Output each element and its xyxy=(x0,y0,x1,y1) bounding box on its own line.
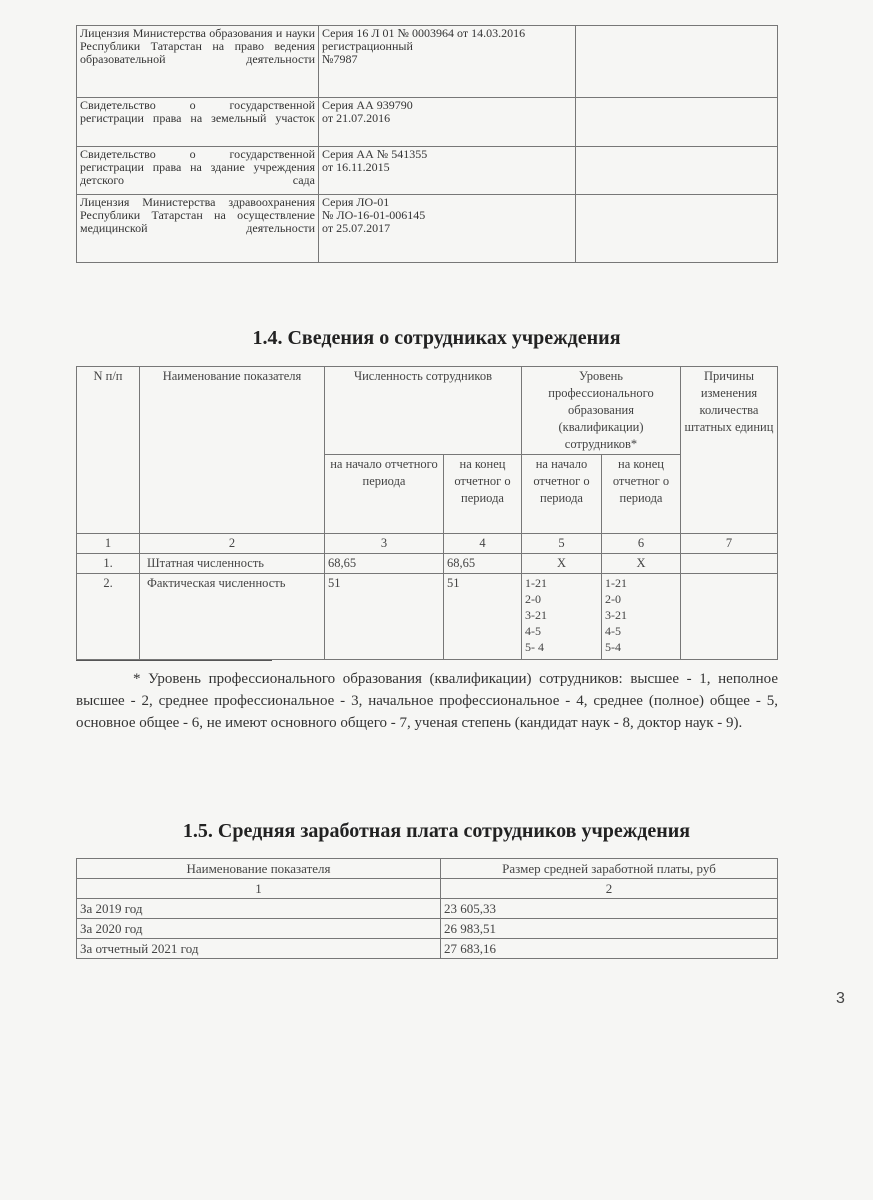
table-row xyxy=(77,899,778,919)
header-name: Наименование показателя xyxy=(77,859,441,879)
col-number: 1 xyxy=(77,534,140,554)
level-start: 1-21 2-0 3-21 4-5 5- 4 xyxy=(522,574,602,660)
table-row xyxy=(77,554,778,574)
reason xyxy=(681,574,778,660)
document-details: Серия АА 939790 от 21.07.2016 xyxy=(319,98,576,147)
row-value: 27 683,16 xyxy=(441,939,778,959)
level-end: X xyxy=(602,554,681,574)
header-level-start: на начало отчетног о периода xyxy=(522,455,602,534)
header-count: Численность сотрудников xyxy=(325,367,522,455)
row-label: За 2019 год xyxy=(77,899,441,919)
header-level: Уровень профессионального образования (квалификации) сотрудников* xyxy=(522,367,681,455)
table-row xyxy=(77,195,778,263)
salary-table xyxy=(76,858,778,959)
footnote-divider xyxy=(76,660,272,661)
table-row xyxy=(77,919,778,939)
document-details: Серия АА № 541355 от 16.11.2015 xyxy=(319,147,576,195)
header-count-start: на начало отчетного периода xyxy=(325,455,444,534)
row-label: За отчетный 2021 год xyxy=(77,939,441,959)
table-row xyxy=(77,98,778,147)
section-14-title: 1.4. Сведения о сотрудниках учреждения xyxy=(252,327,621,349)
document-name: Свидетельство о государственной регистрации права на здание учреждения детского сада xyxy=(77,147,319,195)
count-start: 68,65 xyxy=(325,554,444,574)
header-num: N п/п xyxy=(77,367,140,534)
staff-table xyxy=(76,366,778,660)
col-number: 3 xyxy=(325,534,444,554)
row-num: 2. xyxy=(77,574,140,660)
document-details: Серия ЛО-01 № ЛО-16-01-006145 от 25.07.2017 xyxy=(319,195,576,263)
count-end: 51 xyxy=(444,574,522,660)
col-number: 5 xyxy=(522,534,602,554)
header-name: Наименование показателя xyxy=(140,367,325,534)
count-end: 68,65 xyxy=(444,554,522,574)
col-number: 2 xyxy=(441,879,778,899)
col-number: 7 xyxy=(681,534,778,554)
document-details: Серия 16 Л 01 № 0003964 от 14.03.2016 регистрационный №7987 xyxy=(319,26,576,98)
col-number: 4 xyxy=(444,534,522,554)
row-name: Штатная численность xyxy=(140,554,325,574)
table-row xyxy=(77,26,778,98)
level-start: X xyxy=(522,554,602,574)
header-count-end: на конец отчетног о периода xyxy=(444,455,522,534)
col-number: 2 xyxy=(140,534,325,554)
header-reasons: Причины изменения количества штатных единиц xyxy=(681,367,778,534)
document-name: Лицензия Министерства здравоохранения Республики Татарстан на осуществление медицинской деятельности xyxy=(77,195,319,263)
count-start: 51 xyxy=(325,574,444,660)
row-value: 23 605,33 xyxy=(441,899,778,919)
footnote: * Уровень профессионального образования (квалификации) сотрудников: высшее - 1, неполное высшее - 2, среднее профессиональное - 3, начальное профессиональное - 4, среднее (полное) общее - 5, основное общее - 6, не имеют основного общего - 7, ученая степень (кандидат наук - 8, доктор наук - 9). xyxy=(76,671,778,731)
row-name: Фактическая численность xyxy=(140,574,325,660)
table-row xyxy=(77,147,778,195)
table-row xyxy=(77,939,778,959)
column-numbers-row xyxy=(77,534,778,554)
documents-table xyxy=(76,25,778,263)
level-end: 1-21 2-0 3-21 4-5 5-4 xyxy=(602,574,681,660)
row-label: За 2020 год xyxy=(77,919,441,939)
header-level-end: на конец отчетног о периода xyxy=(602,455,681,534)
row-value: 26 983,51 xyxy=(441,919,778,939)
row-num: 1. xyxy=(77,554,140,574)
table-row xyxy=(77,574,778,660)
section-15-title: 1.5. Средняя заработная плата сотрудников учреждения xyxy=(182,820,691,842)
col-number: 6 xyxy=(602,534,681,554)
document-name: Свидетельство о государственной регистрации права на земельный участок xyxy=(77,98,319,147)
header-salary: Размер средней заработной платы, руб xyxy=(441,859,778,879)
col-number: 1 xyxy=(77,879,441,899)
reason xyxy=(681,554,778,574)
document-name: Лицензия Министерства образования и науки Республики Татарстан на право ведения образовательной деятельности xyxy=(77,26,319,98)
page-number: 3 xyxy=(836,990,845,1007)
